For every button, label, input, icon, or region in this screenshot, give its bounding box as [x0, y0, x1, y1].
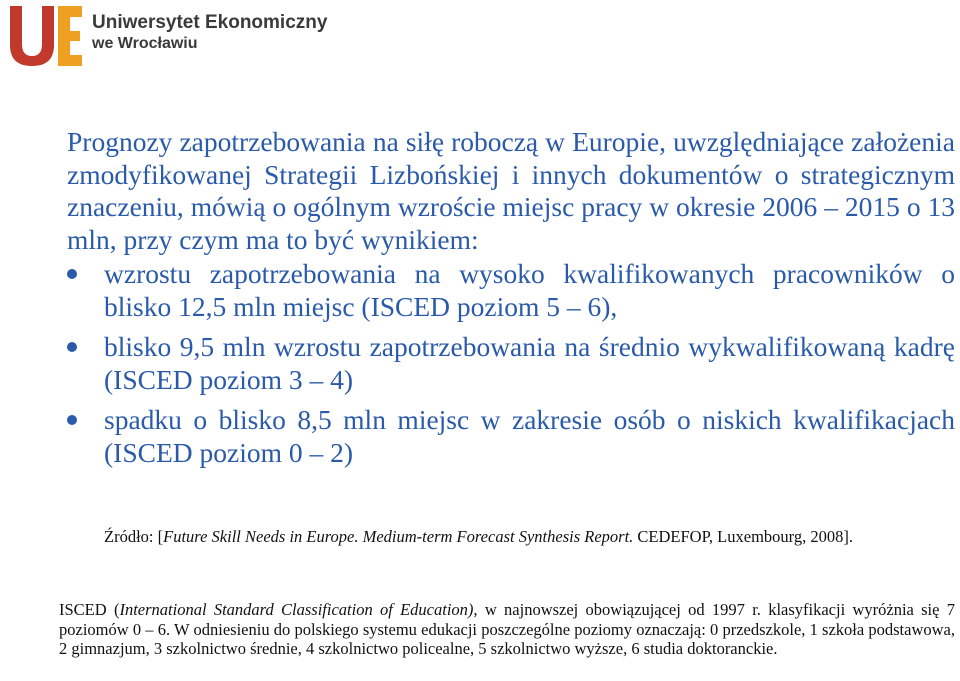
bullet-dot-icon — [67, 415, 77, 425]
bullet-dot-icon — [67, 342, 77, 352]
bullet-item-low-skilled — [67, 404, 955, 469]
note-text: w najnowszej obowiązującej od 1997 r. klasyfikacji wyróżnia się 7 poziomów 0 – 6. W odniesieniu do polskiego systemu edukacji poszczególne poziomy oznaczają: 0 przedszkole, 1 szkoła podstawowa, 2 gimnazjum, 3 szkolnictwo średnie, 4 szkolnictwo policealne, 5 szkolnictwo wyższe, 6 studia doktoranckie. — [59, 600, 956, 658]
slide-body — [67, 126, 955, 469]
source-title: Future Skill Needs in Europe. Medium-term Forecast Synthesis Report. — [163, 527, 634, 546]
source-prefix: Źródło: [ — [104, 527, 164, 546]
bullet-item-medium-skilled — [67, 331, 955, 396]
university-name — [92, 12, 327, 54]
note-prefix: ISCED ( — [59, 600, 120, 619]
university-name-line1: Uniwersytet Ekonomiczny — [92, 12, 328, 33]
bullet-list — [67, 258, 955, 469]
university-name-line2: we Wrocławiu — [92, 35, 198, 52]
bullet-item-high-skilled — [67, 258, 955, 323]
note-italic: International Standard Classification of Education), — [119, 600, 478, 619]
bullet-dot-icon — [67, 269, 77, 279]
bullet-text: wzrostu zapotrzebowania na wysoko kwalifikowanych pracowników o blisko 12,5 mln miejsc (ISCED poziom 5 – 6), — [104, 258, 955, 322]
source-citation — [104, 527, 955, 546]
bullet-text: spadku o blisko 8,5 mln miejsc w zakresie osób o niskich kwalifikacjach (ISCED poziom 0 – 2) — [104, 404, 955, 468]
intro-paragraph: Prognozy zapotrzebowania na siłę roboczą w Europie, uwzględniające założenia zmodyfikowanej Strategii Lizbońskiej i innych dokumentów o strategicznym znaczeniu, mówią o ogólnym wzroście miejsc pracy w okresie 2006 – 2015 o 13 mln, przy czym ma to być wynikiem: — [67, 126, 955, 255]
university-logo-icon — [8, 4, 84, 68]
bullet-text: blisko 9,5 mln wzrostu zapotrzebowania na średnio wykwalifikowaną kadrę (ISCED poziom 3 – 4) — [104, 331, 955, 395]
source-suffix: CEDEFOP, Luxembourg, 2008]. — [633, 527, 853, 546]
isced-footnote — [59, 600, 955, 659]
university-header — [8, 4, 327, 68]
